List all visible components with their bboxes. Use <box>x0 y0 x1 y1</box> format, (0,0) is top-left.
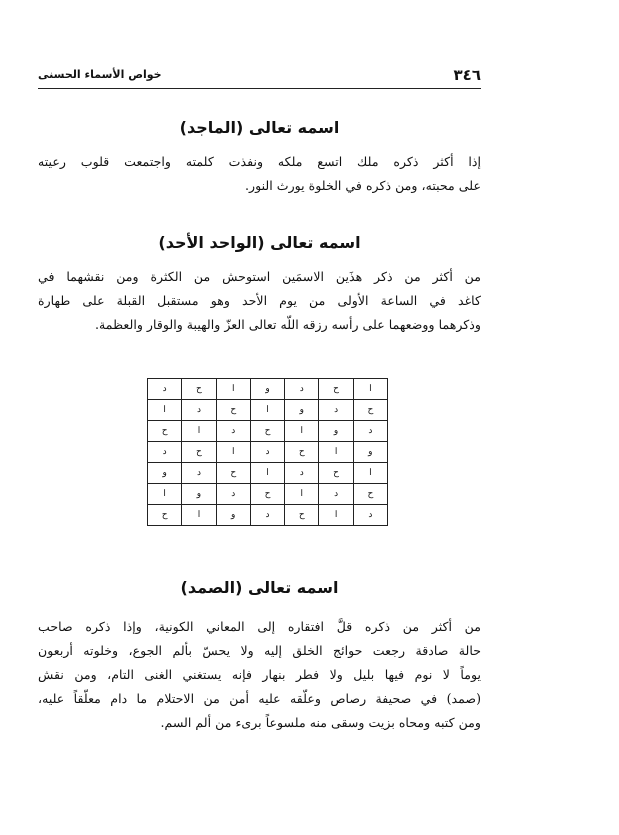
grid-cell: و <box>182 484 216 505</box>
grid-cell: د <box>182 400 216 421</box>
paragraph-line: من أكثر من ذكره قلَّ افتقاره إلى المعاني الكونية، وإذا ذكره صاحب <box>38 619 481 634</box>
grid-cell: د <box>148 379 182 400</box>
grid-cell: د <box>353 505 387 526</box>
section-paragraph-majid <box>38 150 481 198</box>
grid-cell: ح <box>319 463 353 484</box>
paragraph-line: ومن كتبه ومحاه بزيت وسقى منه ملسوعاً برىء من ألم السم. <box>160 715 481 730</box>
grid-cell: ح <box>285 442 319 463</box>
page-header <box>38 66 481 89</box>
grid-cell: و <box>285 400 319 421</box>
grid-cell: ا <box>182 505 216 526</box>
grid-cell: ح <box>319 379 353 400</box>
grid-cell: د <box>285 379 319 400</box>
grid-cell: ح <box>285 505 319 526</box>
grid-row <box>148 379 388 400</box>
grid-cell: ا <box>285 421 319 442</box>
grid-row <box>148 442 388 463</box>
paragraph-line: وذكرهما ووضعهما على رأسه رزقه اللّه تعالى العزّ والهيبة والوقار والعظمة. <box>95 317 481 332</box>
grid-cell: د <box>216 421 250 442</box>
letter-grid-table <box>147 378 388 526</box>
grid-cell: ا <box>250 463 284 484</box>
paragraph-line: (صمد) في صحيفة رصاص وعلّقه عليه أمن من الاحتلام ما دام معلّقاً عليه، <box>38 691 481 706</box>
grid-cell: ا <box>216 442 250 463</box>
grid-cell: ح <box>148 421 182 442</box>
grid-cell: ا <box>148 400 182 421</box>
grid-row <box>148 463 388 484</box>
grid-cell: د <box>319 484 353 505</box>
grid-cell: ا <box>285 484 319 505</box>
paragraph-line: يوماً لا نوم فيها بليل ولا فطر بنهار فإنه يستغني الغنى التام، ومن نقش <box>38 667 481 682</box>
grid-cell: د <box>319 400 353 421</box>
grid-cell: ح <box>250 421 284 442</box>
grid-cell: ا <box>353 463 387 484</box>
paragraph-line: حالة صادقة رجعت حوائج الخلق إليه ولا يحسّ بألم الجوع، وخلوته أربعون <box>38 643 481 658</box>
running-title: خواص الأسماء الحسنى <box>38 68 162 81</box>
grid-cell: و <box>250 379 284 400</box>
grid-cell: ا <box>182 421 216 442</box>
section-paragraph-wahid-ahad <box>38 265 481 337</box>
grid-cell: و <box>319 421 353 442</box>
grid-cell: ح <box>250 484 284 505</box>
grid-cell: ح <box>216 463 250 484</box>
grid-row <box>148 505 388 526</box>
grid-cell: و <box>353 442 387 463</box>
paragraph-line: إذا أكثر ذكره ملك اتسع ملكه ونفذت كلمته واجتمعت قلوب رعيته <box>38 154 481 169</box>
grid-cell: ح <box>353 484 387 505</box>
grid-cell: ح <box>148 505 182 526</box>
grid-cell: د <box>353 421 387 442</box>
section-heading-wahid-ahad: اسمه تعالى (الواحد الأحد) <box>158 233 361 252</box>
grid-cell: ا <box>148 484 182 505</box>
grid-row <box>148 484 388 505</box>
grid-cell: ا <box>353 379 387 400</box>
grid-cell: و <box>216 505 250 526</box>
section-heading-majid: اسمه تعالى (الماجد) <box>179 118 340 137</box>
grid-cell: ح <box>182 379 216 400</box>
grid-cell: ا <box>319 442 353 463</box>
grid-cell: د <box>182 463 216 484</box>
section-paragraph-samad <box>38 615 481 735</box>
grid-cell: د <box>250 505 284 526</box>
grid-cell: د <box>285 463 319 484</box>
grid-cell: ح <box>353 400 387 421</box>
grid-cell: د <box>250 442 284 463</box>
paragraph-line: من أكثر من ذكر هذَين الاسمَين استوحش من الكثرة ومن نقشهما في <box>38 269 481 284</box>
section-heading-samad: اسمه تعالى (الصمد) <box>180 578 339 597</box>
paragraph-line: على محبته، ومن ذكره في الخلوة يورث النور. <box>245 178 481 193</box>
grid-cell: ح <box>182 442 216 463</box>
grid-cell: د <box>148 442 182 463</box>
grid-row <box>148 421 388 442</box>
grid-cell: و <box>148 463 182 484</box>
page-number: ٣٤٦ <box>453 66 481 84</box>
grid-row <box>148 400 388 421</box>
paragraph-line: كاغد في الساعة الأولى من يوم الأحد وهو مستقبل القبلة على طهارة <box>38 293 481 308</box>
grid-cell: ح <box>216 400 250 421</box>
grid-cell: ا <box>216 379 250 400</box>
grid-cell: د <box>216 484 250 505</box>
grid-cell: ا <box>250 400 284 421</box>
grid-cell: ا <box>319 505 353 526</box>
